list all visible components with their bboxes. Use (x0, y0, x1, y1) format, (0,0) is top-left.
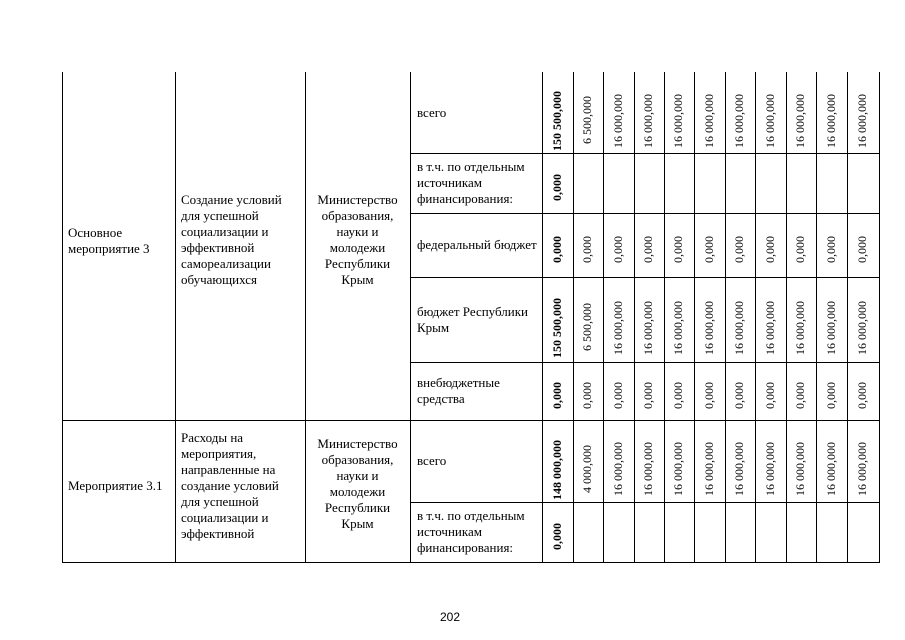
table-vline (62, 72, 63, 562)
amount-value: 0,000 (671, 382, 685, 409)
amount-value: 0,000 (702, 382, 716, 409)
amount-value: 0,000 (550, 174, 564, 201)
table-vline (694, 72, 695, 562)
table-hline (410, 277, 880, 278)
amount-value: 0,000 (641, 236, 655, 263)
amount-value: 0,000 (793, 236, 807, 263)
amount-value: 16 000,000 (671, 94, 685, 148)
amount-value: 16 000,000 (824, 94, 838, 148)
table-vline (542, 72, 543, 562)
table-vline (410, 72, 411, 562)
table-hline (410, 362, 880, 363)
amount-value: 16 000,000 (702, 94, 716, 148)
event-description: Расходы на мероприятия, направленные на создание условий для успешной социализации и эффективной (181, 430, 279, 541)
amount-value: 150 500,000 (550, 298, 564, 358)
amount-value: 16 000,000 (732, 94, 746, 148)
amount-value: 16 000,000 (855, 301, 869, 355)
amount-value: 16 000,000 (641, 94, 655, 148)
amount-value: 16 000,000 (855, 94, 869, 148)
table-hline (410, 153, 880, 154)
table-vline (816, 72, 817, 562)
amount-value: 0,000 (550, 236, 564, 263)
amount-value: 0,000 (793, 382, 807, 409)
amount-value: 0,000 (855, 382, 869, 409)
funding-source: федеральный бюджет (417, 237, 537, 252)
table-hline (62, 562, 880, 563)
amount-value: 150 500,000 (550, 91, 564, 151)
amount-value: 0,000 (702, 236, 716, 263)
page-number: 202 (440, 610, 461, 624)
amount-value: 0,000 (824, 382, 838, 409)
amount-value: 6 500,000 (580, 96, 594, 144)
table-vline (664, 72, 665, 562)
amount-value: 0,000 (550, 523, 564, 550)
amount-value: 16 000,000 (732, 442, 746, 496)
amount-value: 16 000,000 (824, 442, 838, 496)
amount-value: 16 000,000 (824, 301, 838, 355)
amount-value: 0,000 (732, 382, 746, 409)
funding-source: всего (417, 105, 447, 120)
funding-source: в т.ч. по отдельным источникам финансирования: (417, 159, 525, 206)
table-vline (603, 72, 604, 562)
amount-value: 16 000,000 (702, 301, 716, 355)
amount-value: 16 000,000 (732, 301, 746, 355)
amount-value: 16 000,000 (611, 301, 625, 355)
table-hline (62, 420, 880, 421)
amount-value: 16 000,000 (793, 301, 807, 355)
executor: Министерство образования, науки и молодежи Республики Крым (317, 192, 398, 287)
funding-source: в т.ч. по отдельным источникам финансирования: (417, 508, 525, 555)
table-vline (573, 72, 574, 562)
event-label: Основное мероприятие 3 (68, 225, 150, 256)
amount-value: 0,000 (763, 236, 777, 263)
table-vline (786, 72, 787, 562)
amount-value: 0,000 (732, 236, 746, 263)
table-hline (410, 213, 880, 214)
funding-source: внебюджетные средства (417, 375, 500, 406)
amount-value: 16 000,000 (763, 442, 777, 496)
amount-value: 0,000 (550, 382, 564, 409)
amount-value: 0,000 (855, 236, 869, 263)
table-vline (725, 72, 726, 562)
amount-value: 16 000,000 (793, 442, 807, 496)
amount-value: 16 000,000 (763, 301, 777, 355)
amount-value: 16 000,000 (763, 94, 777, 148)
executor: Министерство образования, науки и молодежи Республики Крым (317, 436, 398, 531)
table-vline (634, 72, 635, 562)
amount-value: 4 000,000 (580, 445, 594, 493)
table-vline (847, 72, 848, 562)
funding-source: всего (417, 453, 447, 468)
amount-value: 0,000 (641, 382, 655, 409)
amount-value: 0,000 (611, 382, 625, 409)
amount-value: 16 000,000 (793, 94, 807, 148)
amount-value: 16 000,000 (641, 442, 655, 496)
amount-value: 0,000 (580, 236, 594, 263)
amount-value: 0,000 (611, 236, 625, 263)
table-vline (755, 72, 756, 562)
table-vline (305, 72, 306, 562)
amount-value: 16 000,000 (641, 301, 655, 355)
funding-source: бюджет Республики Крым (417, 304, 529, 335)
amount-value: 6 500,000 (580, 303, 594, 351)
amount-value: 0,000 (763, 382, 777, 409)
amount-value: 16 000,000 (671, 301, 685, 355)
table-vline (879, 72, 880, 562)
table-vline (175, 72, 176, 562)
amount-value: 16 000,000 (671, 442, 685, 496)
amount-value: 0,000 (671, 236, 685, 263)
amount-value: 148 000,000 (550, 440, 564, 500)
amount-value: 16 000,000 (855, 442, 869, 496)
table-hline (410, 502, 880, 503)
event-description: Создание условий для успешной социализации и эффективной самореализации обучающихся (181, 192, 282, 287)
amount-value: 16 000,000 (611, 442, 625, 496)
amount-value: 0,000 (580, 382, 594, 409)
amount-value: 16 000,000 (702, 442, 716, 496)
amount-value: 0,000 (824, 236, 838, 263)
amount-value: 16 000,000 (611, 94, 625, 148)
event-label: Мероприятие 3.1 (68, 478, 163, 493)
